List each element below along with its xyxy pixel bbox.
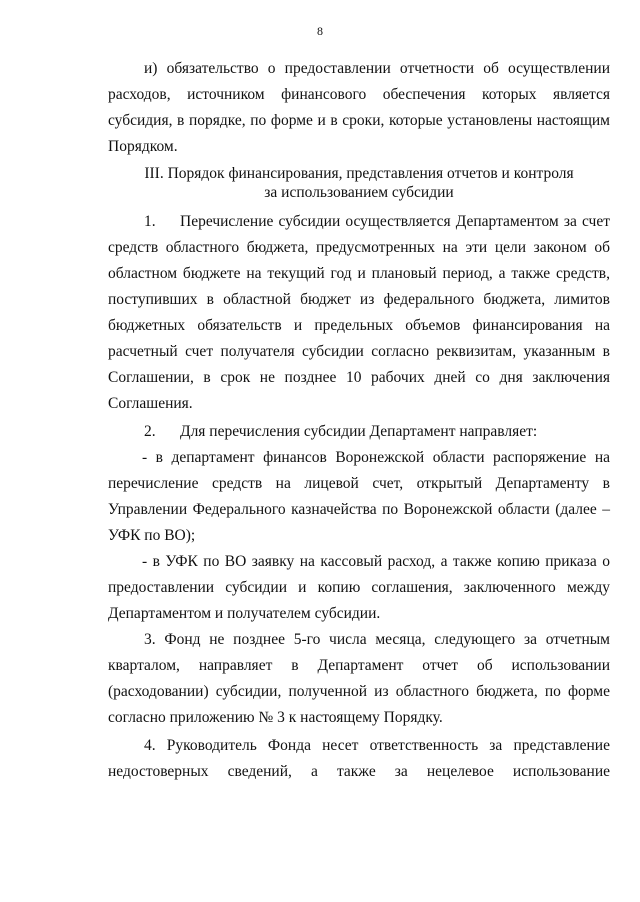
paragraph-1-text: Перечисление субсидии осуществляется Департаментом за счет средств областного бюджета, предусмотренных на эти цели законом об областном бюджете на текущий год и плановый период, а также средств, поступивших в областной бюджет из федерального бюджета, лимитов бюджетных обязательств и предельных объемов финансирования на расчетный счет получателя субсидии согласно реквизитам, указанным в Соглашении, в срок не позднее 10 рабочих дней со дня заключения Соглашения.: [108, 213, 610, 412]
paragraph-1: [108, 209, 610, 417]
paragraph-1-number: 1.: [144, 213, 156, 230]
section-heading-line-2: за использованием субсидии: [264, 184, 454, 201]
paragraph-2-dash-2: - в УФК по ВО заявку на кассовый расход, а также копию приказа о предоставлении субсидии и копию соглашения, заключенного между Департаментом и получателем субсидии.: [108, 553, 610, 622]
paragraph-2: [108, 419, 610, 445]
paragraph-4: 4. Руководитель Фонда несет ответственность за представление недостоверных сведений, а также за нецелевое использование: [108, 737, 610, 780]
paragraph-2-text: Для перечисления субсидии Департамент направляет:: [180, 423, 538, 440]
paragraph-3: 3. Фонд не позднее 5-го числа месяца, следующего за отчетным кварталом, направляет в Департамент отчет об использовании (расходовании) субсидии, полученной из областного бюджета, по форме согласно приложению № 3 к настоящему Порядку.: [108, 631, 610, 726]
paragraph-2-dash-1: - в департамент финансов Воронежской области распоряжение на перечисление средств на лицевой счет, открытый Департаменту в Управлении Федерального казначейства по Воронежской области (далее – УФК по ВО);: [108, 449, 610, 544]
section-heading: [108, 164, 610, 202]
paragraph-2-number: 2.: [144, 423, 156, 440]
section-heading-line-1: III. Порядок финансирования, представления отчетов и контроля: [144, 165, 574, 182]
item-i-paragraph: и) обязательство о предоставлении отчетности об осуществлении расходов, источником финансового обеспечения которых является субсидия, в порядке, по форме и в сроки, которые установлены настоящим Порядком.: [108, 60, 610, 155]
page-number: 8: [317, 24, 323, 38]
